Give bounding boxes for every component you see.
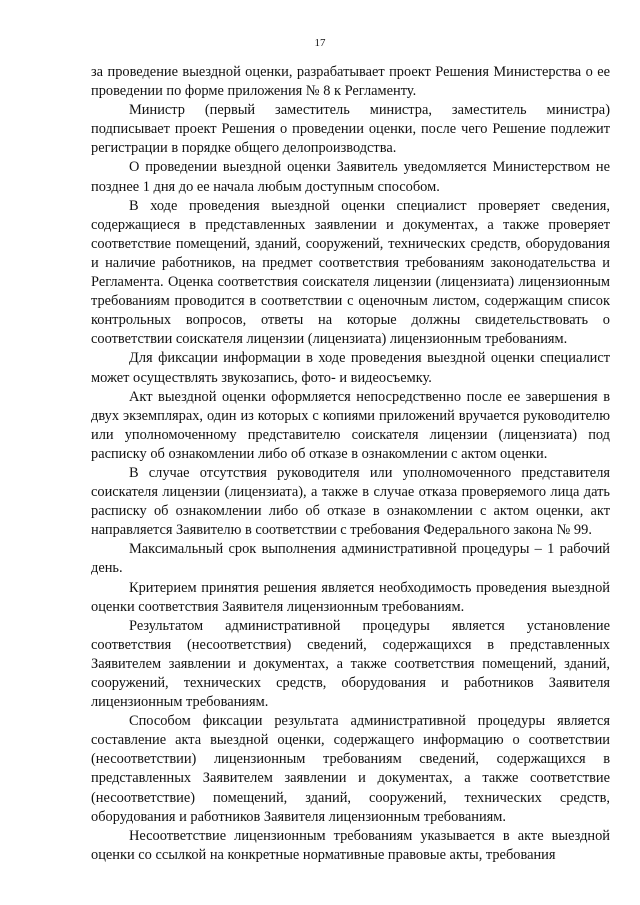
paragraph: Для фиксации информации в ходе проведения выездной оценки специалист может осуществлять звукозапись, фото- и видеосъемку. (91, 350, 610, 386)
paragraph: Критерием принятия решения является необходимость проведения выездной оценки соответствия Заявителя лицензионным требованиям. (91, 579, 610, 615)
paragraph: за проведение выездной оценки, разрабатывает проект Решения Министерства о ее проведении по форме приложения № 8 к Регламенту. (91, 64, 610, 100)
paragraph: Акт выездной оценки оформляется непосредственно после ее завершения в двух экземплярах, один из которых с копиями приложений вручается руководителю или уполномоченному представителю соискателя лицензии (лицензиата) под расписку об ознакомлении либо об отказе в ознакомлении с актом оценки. (91, 388, 610, 462)
paragraph: В ходе проведения выездной оценки специалист проверяет сведения, содержащиеся в представленных заявлении и документах, а также проверяет соответствие помещений, зданий, сооружений, технических средств, оборудования и наличие работников, на предмет соответствия требованиям законодательства и Регламента. Оценка соответствия соискателя лицензии (лицензиата) лицензионным требованиям проводится в соответствии с оценочным листом, содержащим список контрольных вопросов, ответы на которые должны свидетельствовать о соответствии соискателя лицензии (лицензиата) лицензионным требованиям. (91, 197, 610, 348)
page-number: 17 (314, 37, 326, 49)
paragraph: Способом фиксации результата административной процедуры является составление акта выездной оценки, содержащего информацию о соответствии (несоответствии) лицензионным требованиям сведений, содержащихся в представленных Заявителем заявлении и документах, а также соответствие (несоответствие) помещений, зданий, сооружений, технических средств, оборудования и работников Заявителя лицензионным требованиям. (91, 713, 610, 825)
paragraph: Несоответствие лицензионным требованиям указывается в акте выездной оценки со ссылкой на конкретные нормативные правовые акты, требования (91, 827, 610, 863)
paragraph: В случае отсутствия руководителя или уполномоченного представителя соискателя лицензии (лицензиата), а также в случае отказа проверяемого лица дать расписку об ознакомлении либо об отказе в ознакомлении с актом оценки, акт направляется Заявителю в соответствии с требования Федерального закона № 99. (91, 464, 610, 539)
paragraph: Максимальный срок выполнения административной процедуры – 1 рабочий день. (91, 541, 610, 577)
paragraph: Результатом административной процедуры является установление соответствия (несоответствия) сведений, содержащихся в представленных Заявителем заявлении и документах, а также соответствия помещений, зданий, сооружений, технических средств, оборудования и работников Заявителя лицензионным требованиям. (91, 617, 610, 711)
paragraph: Министр (первый заместитель министра, заместитель министра) подписывает проект Решения о проведении оценки, после чего Решение подлежит регистрации в порядке общего делопроизводства. (91, 102, 610, 157)
document-body (91, 63, 610, 865)
paragraph: О проведении выездной оценки Заявитель уведомляется Министерством не позднее 1 дня до ее начала любым доступным способом. (91, 159, 610, 195)
